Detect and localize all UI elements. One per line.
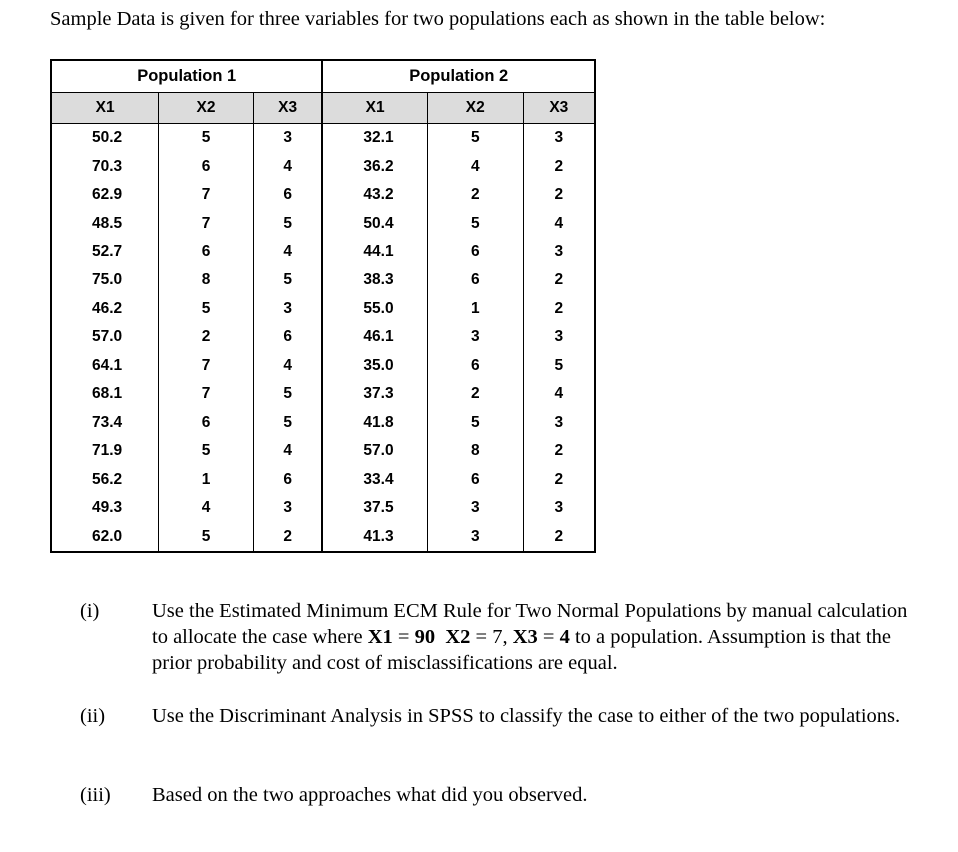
- cell-p2-x1: 35.0: [322, 352, 427, 380]
- cell-p2-x1: 44.1: [322, 238, 427, 266]
- cell-p1-x1: 50.2: [51, 124, 159, 153]
- cell-p1-x1: 70.3: [51, 152, 159, 180]
- table-row: [51, 266, 595, 294]
- table-row: [51, 295, 595, 323]
- table-row: [51, 323, 595, 351]
- cell-p1-x1: 49.3: [51, 494, 159, 522]
- cell-p2-x2: 1: [427, 295, 523, 323]
- intro-text: Sample Data is given for three variables for two populations each as shown in the table below:: [50, 8, 826, 30]
- table-row: [51, 152, 595, 180]
- cell-p2-x2: 6: [427, 238, 523, 266]
- table-row: [51, 522, 595, 552]
- cell-p2-x1: 55.0: [322, 295, 427, 323]
- cell-p1-x2: 8: [159, 266, 254, 294]
- population-header-row: [51, 60, 595, 93]
- question-text: Based on the two approaches what did you observed.: [152, 784, 588, 806]
- cell-p2-x3: 2: [523, 295, 595, 323]
- col-header-p2-x2: X2: [427, 93, 523, 124]
- cell-p1-x2: 7: [159, 380, 254, 408]
- col-header-p1-x2: X2: [159, 93, 254, 124]
- cell-p2-x2: 5: [427, 409, 523, 437]
- cell-p1-x3: 4: [253, 437, 322, 465]
- cell-p1-x1: 71.9: [51, 437, 159, 465]
- table-row: [51, 465, 595, 493]
- cell-p1-x3: 4: [253, 152, 322, 180]
- cell-p2-x3: 2: [523, 266, 595, 294]
- x2-label: X2: [445, 626, 471, 648]
- cell-p1-x2: 4: [159, 494, 254, 522]
- cell-p2-x3: 2: [523, 437, 595, 465]
- cell-p2-x1: 33.4: [322, 465, 427, 493]
- cell-p2-x2: 6: [427, 352, 523, 380]
- table-row: [51, 494, 595, 522]
- cell-p1-x3: 4: [253, 352, 322, 380]
- cell-p1-x1: 68.1: [51, 380, 159, 408]
- population-1-header: Population 1: [51, 60, 322, 93]
- cell-p1-x1: 57.0: [51, 323, 159, 351]
- cell-p2-x2: 5: [427, 124, 523, 153]
- question-text-part: to a population. Assumption is that the prior probability and cost of misclassifications are equal.: [152, 626, 891, 674]
- population-2-header: Population 2: [322, 60, 595, 93]
- cell-p2-x1: 46.1: [322, 323, 427, 351]
- cell-p2-x2: 6: [427, 266, 523, 294]
- cell-p1-x2: 7: [159, 209, 254, 237]
- cell-p1-x2: 5: [159, 522, 254, 552]
- cell-p2-x2: 6: [427, 465, 523, 493]
- variable-header-row: [51, 93, 595, 124]
- cell-p1-x2: 7: [159, 181, 254, 209]
- cell-p1-x3: 5: [253, 209, 322, 237]
- cell-p2-x3: 2: [523, 181, 595, 209]
- cell-p2-x1: 43.2: [322, 181, 427, 209]
- x3-label: X3: [512, 626, 538, 648]
- cell-p1-x2: 5: [159, 295, 254, 323]
- cell-p2-x1: 41.8: [322, 409, 427, 437]
- question-number: (ii): [80, 705, 106, 727]
- cell-p2-x3: 4: [523, 380, 595, 408]
- cell-p1-x2: 5: [159, 124, 254, 153]
- cell-p1-x1: 64.1: [51, 352, 159, 380]
- cell-p1-x2: 6: [159, 152, 254, 180]
- equals-sign: =: [537, 626, 560, 648]
- question-text-part: Use the Estimated Minimum ECM Rule for Two Normal Populations by manual calculation to allocate the case where: [152, 600, 908, 648]
- cell-p1-x1: 62.9: [51, 181, 159, 209]
- cell-p1-x1: 46.2: [51, 295, 159, 323]
- col-header-p1-x3: X3: [253, 93, 322, 124]
- cell-p1-x3: 6: [253, 465, 322, 493]
- table-body: [51, 124, 595, 553]
- cell-p1-x2: 1: [159, 465, 254, 493]
- cell-p2-x1: 37.5: [322, 494, 427, 522]
- cell-p2-x1: 32.1: [322, 124, 427, 153]
- cell-p1-x1: 73.4: [51, 409, 159, 437]
- cell-p2-x3: 5: [523, 352, 595, 380]
- cell-p2-x3: 3: [523, 409, 595, 437]
- col-header-p2-x3: X3: [523, 93, 595, 124]
- cell-p1-x3: 6: [253, 181, 322, 209]
- cell-p1-x2: 7: [159, 352, 254, 380]
- table-row: [51, 380, 595, 408]
- table-row: [51, 124, 595, 153]
- cell-p2-x2: 2: [427, 380, 523, 408]
- cell-p1-x1: 75.0: [51, 266, 159, 294]
- cell-p2-x1: 37.3: [322, 380, 427, 408]
- cell-p2-x3: 3: [523, 124, 595, 153]
- table-row: [51, 238, 595, 266]
- cell-p2-x1: 50.4: [322, 209, 427, 237]
- cell-p1-x3: 3: [253, 295, 322, 323]
- cell-p1-x1: 56.2: [51, 465, 159, 493]
- question-number: (i): [80, 600, 100, 622]
- cell-p2-x2: 2: [427, 181, 523, 209]
- cell-p2-x1: 38.3: [322, 266, 427, 294]
- cell-p2-x3: 3: [523, 238, 595, 266]
- x3-value: 4: [559, 626, 570, 648]
- cell-p1-x2: 2: [159, 323, 254, 351]
- cell-p2-x3: 3: [523, 494, 595, 522]
- table-row: [51, 409, 595, 437]
- cell-p1-x3: 5: [253, 266, 322, 294]
- table-row: [51, 437, 595, 465]
- cell-p2-x2: 3: [427, 494, 523, 522]
- cell-p2-x1: 36.2: [322, 152, 427, 180]
- cell-p2-x3: 4: [523, 209, 595, 237]
- cell-p2-x1: 41.3: [322, 522, 427, 552]
- cell-p2-x3: 2: [523, 152, 595, 180]
- cell-p2-x2: 3: [427, 522, 523, 552]
- cell-p2-x2: 5: [427, 209, 523, 237]
- col-header-p1-x1: X1: [51, 93, 159, 124]
- cell-p1-x1: 62.0: [51, 522, 159, 552]
- cell-p1-x3: 6: [253, 323, 322, 351]
- cell-p1-x3: 4: [253, 238, 322, 266]
- cell-p1-x3: 3: [253, 494, 322, 522]
- cell-p1-x3: 2: [253, 522, 322, 552]
- cell-p2-x2: 4: [427, 152, 523, 180]
- table-row: [51, 181, 595, 209]
- cell-p1-x3: 5: [253, 380, 322, 408]
- cell-p2-x2: 8: [427, 437, 523, 465]
- cell-p1-x2: 5: [159, 437, 254, 465]
- cell-p1-x3: 5: [253, 409, 322, 437]
- table-row: [51, 352, 595, 380]
- equals-sign: =: [392, 626, 415, 648]
- sample-data-table: [50, 59, 596, 553]
- cell-p2-x3: 2: [523, 465, 595, 493]
- cell-p2-x3: 2: [523, 522, 595, 552]
- question-text: Use the Discriminant Analysis in SPSS to classify the case to either of the two populations.: [152, 705, 901, 727]
- x1-label: X1: [367, 626, 393, 648]
- col-header-p2-x1: X1: [322, 93, 427, 124]
- cell-p2-x3: 3: [523, 323, 595, 351]
- cell-p2-x1: 57.0: [322, 437, 427, 465]
- question-text: [152, 598, 912, 676]
- cell-p1-x1: 48.5: [51, 209, 159, 237]
- x1-value: 90: [414, 626, 436, 648]
- cell-p1-x1: 52.7: [51, 238, 159, 266]
- cell-p2-x2: 3: [427, 323, 523, 351]
- question-number: (iii): [80, 784, 111, 806]
- table-row: [51, 209, 595, 237]
- x2-equals-value: = 7,: [470, 626, 513, 648]
- cell-p1-x3: 3: [253, 124, 322, 153]
- cell-p1-x2: 6: [159, 238, 254, 266]
- cell-p1-x2: 6: [159, 409, 254, 437]
